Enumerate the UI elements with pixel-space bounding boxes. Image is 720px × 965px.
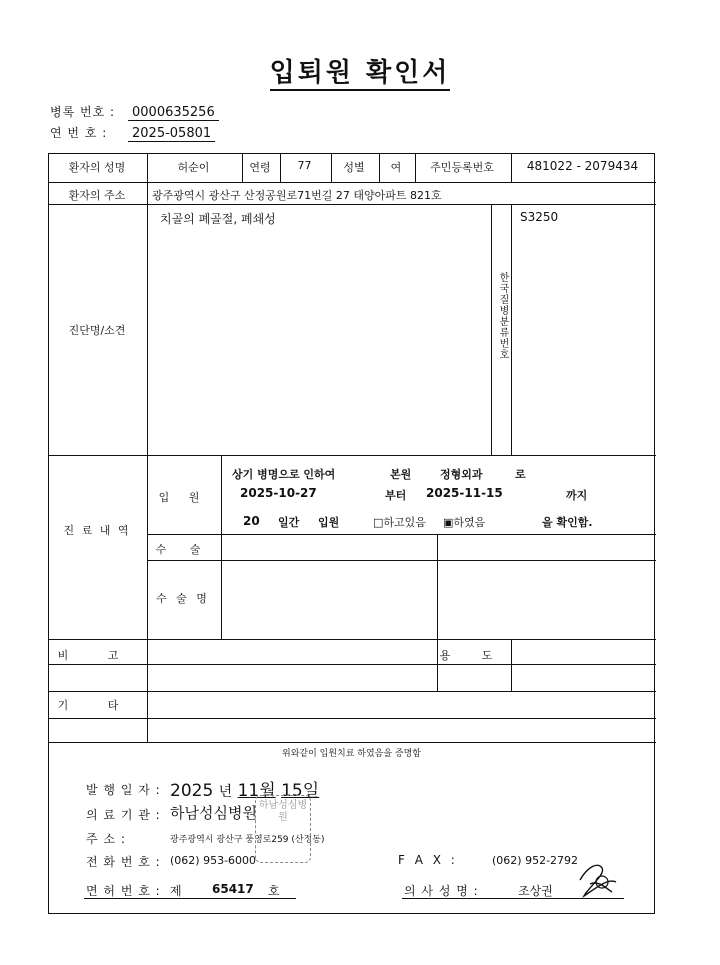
diagnosis-label: 진단명/소견: [68, 324, 126, 337]
diagnosis-text: 치골의 폐골절, 폐쇄성: [160, 212, 276, 226]
hospital-seal: 하남성심병원: [255, 795, 311, 863]
doctor-name: 조상권: [518, 884, 553, 898]
phone-label: 전 화 번 호 :: [86, 855, 161, 869]
patient-age: 77: [297, 159, 312, 172]
rrn-label: 주민등록번호: [430, 161, 494, 174]
fax-label: F A X :: [398, 853, 458, 867]
other-label: 기 타: [57, 699, 137, 712]
surgery-label: 수 술: [155, 543, 211, 556]
admission-label: 입 원: [158, 491, 208, 504]
doctor-signature: [576, 858, 622, 902]
sex-label: 성별: [343, 161, 365, 174]
name-label: 환자의 성명: [68, 161, 126, 174]
age-label: 연령: [249, 161, 271, 174]
address-footer-label: 주 소 :: [86, 832, 126, 846]
patient-rrn: 481022 - 2079434: [526, 159, 639, 173]
kcd-code: S3250: [520, 210, 559, 224]
license-number: 65417: [212, 882, 254, 896]
license-label: 면 허 번 호 :: [86, 884, 161, 898]
admission-to-date: 2025-11-15: [426, 486, 503, 500]
option-completed: ▣하였음: [443, 516, 486, 529]
admission-days: 20: [243, 514, 260, 528]
issue-date-label: 발 행 일 자 :: [86, 783, 161, 797]
admission-line1: 상기 병명으로 인하여: [232, 468, 336, 481]
institution-label: 의 료 기 관 :: [86, 808, 161, 822]
certification-statement: 위와같이 입원치료 하였음을 증명함: [282, 749, 421, 759]
option-ongoing: □하고있음: [373, 516, 426, 529]
usage-label: 용 도: [439, 649, 507, 662]
admission-from-date: 2025-10-27: [240, 486, 317, 500]
address-label: 환자의 주소: [68, 189, 126, 202]
patient-address: 광주광역시 광산구 산정공원로71번길 27 태양아파트 821호: [152, 189, 442, 202]
institution-name: 하남성심병원: [170, 804, 257, 822]
department: 정형외과: [440, 468, 483, 481]
institution-address: 광주광역시 광산구 풍영로259 (산정동): [170, 835, 325, 845]
patient-name: 허순이: [177, 161, 210, 174]
surgery-name-label: 수 술 명: [156, 592, 210, 605]
issue-date: 2025 년 11월 15일: [170, 781, 320, 801]
fax-number: (062) 952-2792: [492, 854, 579, 867]
remarks-label: 비 고: [57, 649, 137, 662]
treatment-label: 진 료 내 역: [63, 524, 131, 537]
serial-number: 연 번 호 : 2025-05801: [50, 124, 215, 142]
kcd-label: 한국질병분류번호: [497, 272, 508, 360]
page-title: 입퇴원 확인서: [0, 52, 720, 89]
doctor-label: 의 사 성 명 :: [404, 884, 479, 898]
phone-number: (062) 953-6000: [170, 854, 257, 867]
registration-number: 병록 번호 : 0000635256: [50, 103, 219, 121]
patient-sex: 여: [390, 161, 402, 174]
